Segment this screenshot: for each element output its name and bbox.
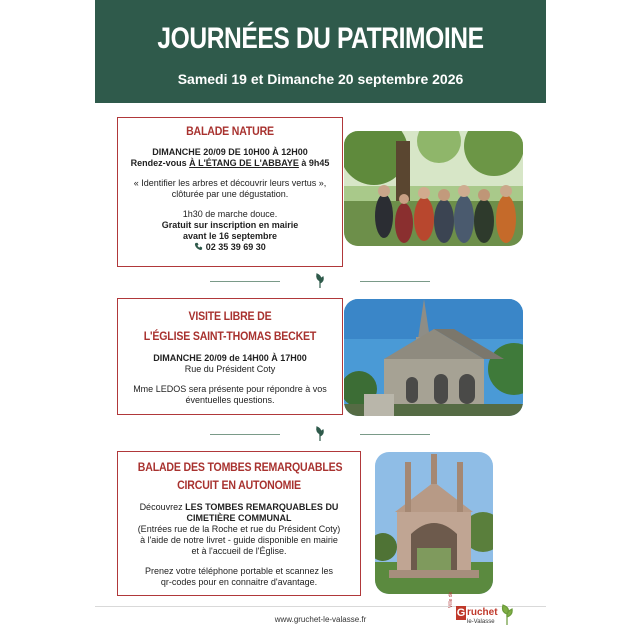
leaf-icon	[315, 426, 325, 442]
logo-name: ruchet	[467, 607, 498, 618]
header-banner	[95, 0, 546, 103]
logo-subname: le-Valasse	[467, 619, 495, 625]
meeting-prefix: Rendez-vous	[130, 158, 190, 168]
separator	[210, 275, 430, 287]
event-street: Rue du Président Coty	[184, 364, 276, 374]
event-description-2: clôturée par une dégustation.	[171, 189, 289, 199]
event-detail-3: et à l'accueil de l'Église.	[191, 546, 287, 556]
photo-church	[344, 299, 523, 416]
leaf-icon	[315, 273, 325, 289]
event-registration-1: Gratuit sur inscription en mairie	[161, 220, 299, 230]
discover-bold-1: LES TOMBES REMARQUABLES DU	[185, 502, 339, 512]
event-balade-tombes	[117, 451, 361, 596]
leaf-icon	[500, 604, 514, 626]
page-title: JOURNÉES DU PATRIMOINE	[157, 22, 484, 55]
event-when: DIMANCHE 20/09 DE 10H00 À 12H00	[152, 147, 308, 157]
event-note-1: Mme LEDOS sera présente pour répondre à vos	[133, 384, 327, 394]
website-link[interactable]: www.gruchet-le-valasse.fr	[274, 615, 367, 624]
event-meeting	[124, 158, 336, 169]
event-detail-2: à l'aide de notre livret - guide disponible en mairie	[140, 535, 338, 545]
event-description-1: « Identifier les arbres et découvrir leurs vertus »,	[133, 178, 327, 188]
event-heading-1: BALADE DES TOMBES REMARQUABLES	[137, 460, 343, 474]
event-heading-2: L'ÉGLISE SAINT-THOMAS BECKET	[143, 329, 317, 343]
phone-number: 02 35 39 69 30	[205, 242, 266, 252]
event-heading-1: VISITE LIBRE DE	[188, 309, 272, 323]
event-visite-eglise	[117, 298, 343, 415]
logo-letter: G	[456, 607, 466, 619]
event-note-2: éventuelles questions.	[185, 395, 275, 405]
poster	[95, 0, 546, 640]
phone-icon	[194, 242, 203, 251]
event-when: DIMANCHE 20/09 de 14H00 À 17H00	[153, 353, 307, 363]
event-balade-nature	[117, 117, 343, 267]
event-discover-1	[124, 502, 354, 513]
event-walk: 1h30 de marche douce.	[182, 209, 278, 219]
event-phone	[124, 242, 336, 253]
logo-ville: Ville de	[448, 591, 454, 608]
event-heading: BALADE NATURE	[186, 124, 274, 138]
event-discover-2: CIMETIÈRE COMMUNAL	[186, 513, 292, 523]
event-registration-2: avant le 16 septembre	[182, 231, 278, 241]
event-phone-tip-2: qr-codes pour en connaitre d'avantage.	[160, 577, 318, 587]
town-logo	[448, 591, 512, 632]
photo-nature-group	[344, 131, 523, 246]
event-detail-1: (Entrées rue de la Roche et rue du Président Coty)	[137, 524, 341, 534]
meeting-time: à 9h45	[298, 158, 330, 168]
discover-prefix: Découvrez	[139, 502, 186, 512]
event-heading-2: CIRCUIT EN AUTONOMIE	[177, 478, 301, 492]
page-subtitle: Samedi 19 et Dimanche 20 septembre 2026	[177, 71, 464, 87]
photo-tomb	[375, 452, 493, 594]
meeting-place: À L'ÉTANG DE L'ABBAYE	[189, 158, 299, 168]
separator	[210, 428, 430, 440]
event-phone-tip-1: Prenez votre téléphone portable et scannez les	[144, 566, 334, 576]
